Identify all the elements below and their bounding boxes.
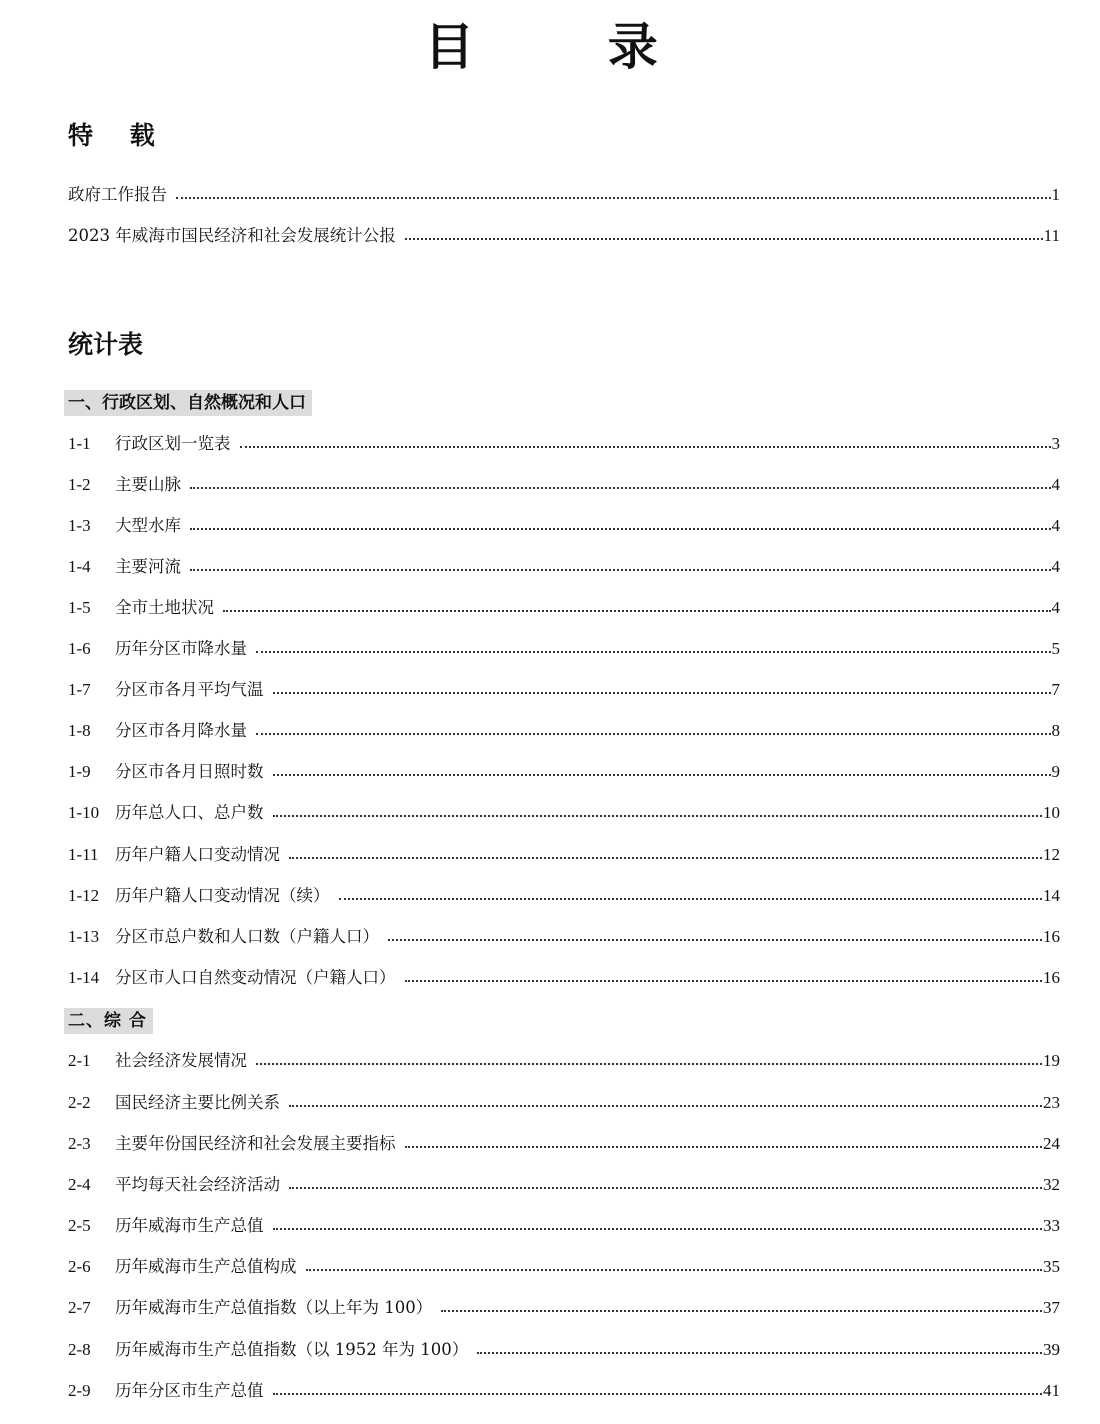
toc-entry-page: 3 — [1051, 434, 1060, 453]
toc-entry-title: 历年威海市生产总值 — [115, 1216, 264, 1235]
toc-entry-page: 4 — [1051, 516, 1060, 535]
toc-entry-title: 分区市总户数和人口数（户籍人口） — [115, 927, 379, 946]
toc-entry-page: 1 — [1051, 185, 1060, 204]
toc-entry-number: 1-7 — [68, 680, 91, 699]
toc-entry-title: 历年威海市生产总值指数（以上年为 100） — [115, 1298, 433, 1317]
dot-leader — [388, 938, 1042, 941]
toc-entry-page: 37 — [1043, 1298, 1060, 1317]
toc-entry-page: 33 — [1043, 1216, 1060, 1235]
toc-entry-number: 2-3 — [68, 1134, 91, 1153]
dot-leader — [289, 1104, 1042, 1107]
group-heading-label: 一、行政区划、自然概况和人口 — [68, 393, 306, 413]
dot-leader — [339, 897, 1043, 900]
group-heading-admin-nature-population — [64, 390, 312, 416]
toc-entry-page: 32 — [1043, 1175, 1060, 1194]
toc-entry[interactable] — [68, 924, 1060, 950]
toc-entry-page: 12 — [1043, 845, 1060, 864]
toc-entry-number: 1-8 — [68, 721, 91, 740]
toc-entry-page: 5 — [1051, 639, 1060, 658]
toc-entry-title: 政府工作报告 — [68, 185, 167, 204]
toc-entry-number: 1-14 — [68, 968, 100, 987]
toc-entry[interactable] — [68, 223, 1060, 249]
toc-entry-number: 2-2 — [68, 1093, 91, 1112]
toc-entry[interactable] — [68, 1337, 1060, 1363]
dot-leader — [405, 979, 1043, 982]
toc-entry-number: 2-9 — [68, 1381, 91, 1400]
toc-entry-title: 主要河流 — [115, 557, 181, 576]
toc-entry-title: 历年户籍人口变动情况（续） — [115, 886, 330, 905]
toc-entry-title: 分区市各月日照时数 — [115, 762, 264, 781]
dot-leader — [190, 527, 1051, 530]
toc-entry[interactable] — [68, 1213, 1060, 1239]
toc-entry-title: 主要山脉 — [115, 475, 181, 494]
toc-entry-number: 1-13 — [68, 927, 100, 946]
toc-entry[interactable] — [68, 759, 1060, 785]
toc-entry-title: 历年总人口、总户数 — [115, 803, 264, 822]
toc-entry-title: 全市土地状况 — [115, 598, 214, 617]
toc-entry[interactable] — [68, 636, 1060, 662]
toc-entry[interactable] — [68, 1295, 1060, 1321]
dot-leader — [273, 1227, 1043, 1230]
toc-entry-page: 35 — [1043, 1257, 1060, 1276]
dot-leader — [289, 856, 1042, 859]
toc-entry[interactable] — [68, 1172, 1060, 1198]
toc-entry[interactable] — [68, 965, 1060, 991]
dot-leader — [405, 1145, 1043, 1148]
toc-entry-number: 1-2 — [68, 475, 91, 494]
toc-entry-number: 1-11 — [68, 845, 99, 864]
toc-entry-title: 历年威海市生产总值构成 — [115, 1257, 297, 1276]
toc-entry[interactable] — [68, 800, 1060, 826]
toc-entry-page: 4 — [1051, 475, 1060, 494]
toc-entry-title: 行政区划一览表 — [115, 434, 231, 453]
dot-leader — [240, 445, 1051, 448]
toc-entry-title: 历年分区市生产总值 — [115, 1381, 264, 1400]
dot-leader — [405, 237, 1043, 240]
toc-entry-page: 16 — [1043, 927, 1060, 946]
toc-entry[interactable] — [68, 1090, 1060, 1116]
group-heading-label: 二、综 合 — [68, 1011, 147, 1031]
dot-leader — [273, 1392, 1043, 1395]
toc-entry-title: 社会经济发展情况 — [115, 1051, 247, 1070]
toc-entry-page: 4 — [1051, 598, 1060, 617]
dot-leader — [256, 732, 1051, 735]
toc-entry-page: 11 — [1043, 226, 1060, 245]
toc-entry-number: 2-7 — [68, 1298, 91, 1317]
toc-entry[interactable] — [68, 1378, 1060, 1404]
toc-entry-page: 41 — [1043, 1381, 1060, 1400]
toc-entry-page: 39 — [1043, 1340, 1060, 1359]
page-title: 目 录 — [424, 18, 716, 76]
toc-entry-page: 16 — [1043, 968, 1060, 987]
toc-entry-title: 分区市人口自然变动情况（户籍人口） — [115, 968, 396, 987]
toc-entry-number: 2-6 — [68, 1257, 91, 1276]
toc-entry-page: 8 — [1051, 721, 1060, 740]
toc-entry[interactable] — [68, 718, 1060, 744]
toc-entry-number: 2-5 — [68, 1216, 91, 1235]
toc-entry[interactable] — [68, 595, 1060, 621]
toc-entry-number: 2-4 — [68, 1175, 91, 1194]
toc-entry-number: 1-4 — [68, 557, 91, 576]
toc-entry[interactable] — [68, 431, 1060, 457]
dot-leader — [273, 773, 1051, 776]
toc-entry-title: 大型水库 — [115, 516, 181, 535]
dot-leader — [190, 486, 1051, 489]
dot-leader — [306, 1268, 1043, 1271]
toc-entry-title: 国民经济主要比例关系 — [115, 1093, 280, 1112]
section-heading-tables: 统计表 — [68, 330, 144, 359]
dot-leader — [256, 1062, 1042, 1065]
toc-entry-number: 1-5 — [68, 598, 91, 617]
dot-leader — [273, 691, 1051, 694]
toc-entry[interactable] — [68, 182, 1060, 208]
dot-leader — [256, 650, 1051, 653]
dot-leader — [441, 1309, 1042, 1312]
toc-entry-number: 1-3 — [68, 516, 91, 535]
toc-entry[interactable] — [68, 472, 1060, 498]
toc-entry-title: 历年分区市降水量 — [115, 639, 247, 658]
toc-entry-number: 2-1 — [68, 1051, 91, 1070]
toc-entry-title: 主要年份国民经济和社会发展主要指标 — [115, 1134, 396, 1153]
toc-entry-title: 平均每天社会经济活动 — [115, 1175, 280, 1194]
toc-entry-title: 历年户籍人口变动情况 — [115, 845, 280, 864]
toc-entry-page: 4 — [1051, 557, 1060, 576]
group-heading-comprehensive — [64, 1008, 153, 1034]
toc-entry-page: 14 — [1043, 886, 1060, 905]
toc-entry-number: 1-1 — [68, 434, 91, 453]
toc-entry-page: 9 — [1051, 762, 1060, 781]
toc-entry-number: 1-10 — [68, 803, 100, 822]
toc-entry[interactable] — [68, 1131, 1060, 1157]
toc-entry-page: 23 — [1043, 1093, 1060, 1112]
dot-leader — [477, 1351, 1042, 1354]
dot-leader — [223, 609, 1051, 612]
toc-entry-title: 2023 年威海市国民经济和社会发展统计公报 — [68, 226, 396, 245]
toc-entry-title: 分区市各月降水量 — [115, 721, 247, 740]
toc-entry-page: 24 — [1043, 1134, 1060, 1153]
toc-entry-number: 1-6 — [68, 639, 91, 658]
toc-entry-title: 分区市各月平均气温 — [115, 680, 264, 699]
toc-entry[interactable] — [68, 842, 1060, 868]
section-heading-special: 特 载 — [68, 121, 169, 150]
toc-entry-page: 7 — [1051, 680, 1060, 699]
dot-leader — [273, 814, 1043, 817]
toc-entry-page: 10 — [1043, 803, 1060, 822]
toc-entry[interactable] — [68, 513, 1060, 539]
toc-entry-title: 历年威海市生产总值指数（以 1952 年为 100） — [115, 1340, 469, 1359]
toc-entry-number: 1-9 — [68, 762, 91, 781]
toc-entry[interactable] — [68, 554, 1060, 580]
dot-leader — [190, 568, 1051, 571]
toc-entry[interactable] — [68, 883, 1060, 909]
toc-entry[interactable] — [68, 1254, 1060, 1280]
toc-entry-number: 1-12 — [68, 886, 100, 905]
toc-entry[interactable] — [68, 677, 1060, 703]
toc-entry-page: 19 — [1043, 1051, 1060, 1070]
toc-entry-number: 2-8 — [68, 1340, 91, 1359]
dot-leader — [289, 1186, 1042, 1189]
dot-leader — [176, 196, 1051, 199]
toc-entry[interactable] — [68, 1048, 1060, 1074]
